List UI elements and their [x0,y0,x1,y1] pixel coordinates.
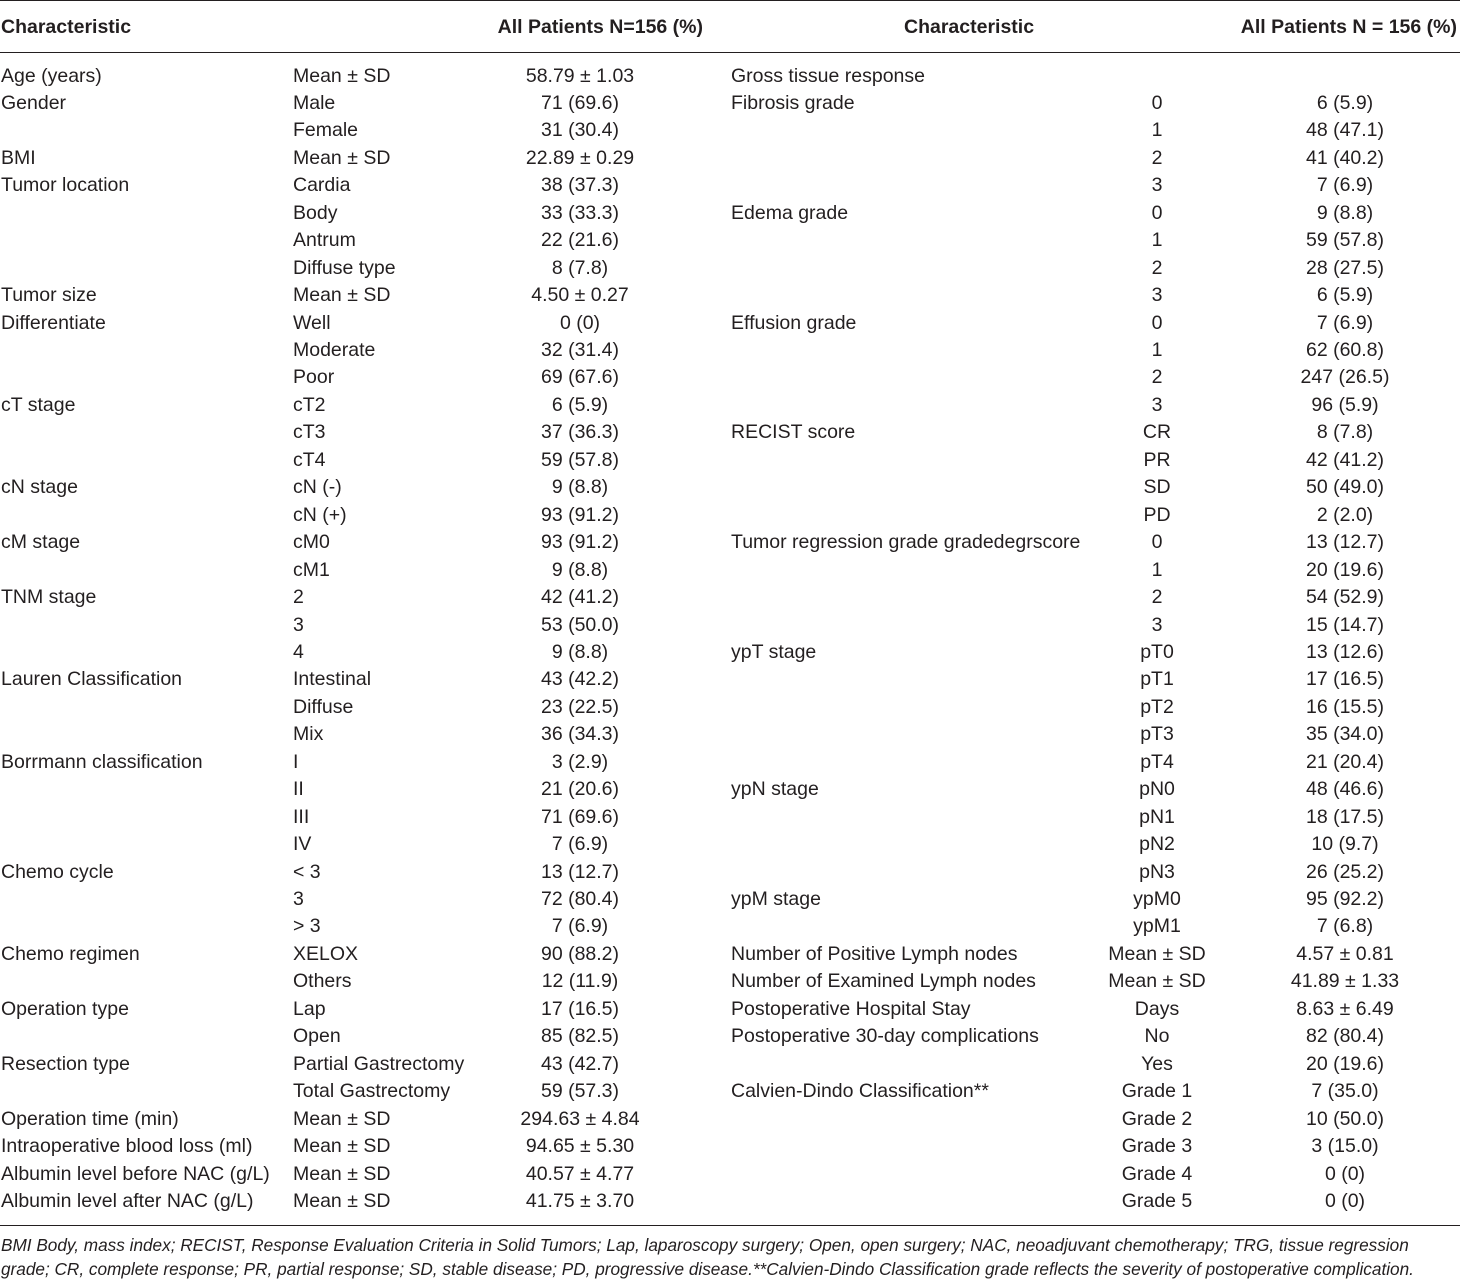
right-characteristic-cell: Edema grade [731,201,849,224]
left-value-cell: 9 (8.8) [551,558,609,581]
right-value-cell: 17 (16.5) [1305,668,1385,691]
right-category-cell: Days [1134,997,1180,1020]
right-characteristic-cell: Calvien-Dindo Classification** [731,1080,989,1103]
left-value-cell: 8 (7.8) [551,256,609,279]
right-category-cell: Mean ± SD [1108,942,1206,965]
left-value-cell: 36 (34.3) [540,723,620,746]
right-characteristic-cell: Number of Positive Lymph nodes [731,942,1018,965]
left-value-cell: 37 (36.3) [540,421,620,444]
left-category-cell: Others [293,970,352,993]
left-value-cell: 43 (42.2) [540,668,620,691]
left-category-cell: cN (+) [293,503,347,526]
right-value-cell: 10 (50.0) [1305,1107,1385,1130]
right-value-cell: 3 (15.0) [1311,1135,1379,1158]
right-category-cell: pT1 [1140,668,1174,691]
left-category-cell: Diffuse [293,695,354,718]
right-category-cell [1077,63,1237,91]
left-characteristic-cell: Chemo regimen [1,942,140,965]
left-category-cell: Mix [293,723,324,746]
right-category-cell: 3 [1151,393,1163,416]
right-category-cell: pT4 [1140,750,1174,773]
right-value-cell: 21 (20.4) [1305,750,1385,773]
right-category-cell: pT2 [1140,695,1174,718]
left-category-cell: Diffuse type [293,256,396,279]
right-value-cell: 0 (0) [1324,1162,1366,1185]
left-value-cell: 0 (0) [559,311,601,334]
left-characteristic-cell: Lauren Classification [1,668,183,691]
left-category-cell: Lap [293,997,326,1020]
header-rule [0,52,1460,53]
table-footnote: BMI Body, mass index; RECIST, Response Evaluation Criteria in Solid Tumors; Lap, laparoscopy surgery; Open, open surgery; NAC, neoadjuvant chemotherapy; TRG, tissue regression grade; CR, complete response; PR, partial response; SD, stable disease; PD, progressive disease.**Calvien-Dindo Classification grade reflects the severity of postoperative complication. [1,1235,1414,1279]
left-category-cell: Open [293,1025,341,1048]
left-value-cell: 53 (50.0) [540,613,620,636]
right-characteristic-cell: Tumor regression grade gradedegrscore [731,531,1081,554]
right-value-cell: 48 (46.6) [1305,778,1385,801]
left-category-cell: III [293,805,310,828]
left-characteristic-cell: Tumor location [1,174,130,197]
table-bottom-rule [0,1225,1460,1226]
right-value-cell [1245,63,1445,91]
left-category-cell: cT4 [293,448,326,471]
right-category-cell: ypM1 [1133,915,1181,938]
left-category-cell: cT2 [293,393,326,416]
right-category-cell: 0 [1151,311,1163,334]
left-characteristic-cell: Operation time (min) [1,1107,179,1130]
left-category-cell: Moderate [293,339,376,361]
right-value-cell: 10 (9.7) [1311,833,1379,856]
left-value-cell: 22.89 ± 0.29 [525,146,635,169]
right-value-cell: 13 (12.7) [1305,531,1385,554]
left-value-cell: 32 (31.4) [540,339,620,361]
right-value-cell: 41.89 ± 1.33 [1290,970,1400,993]
right-category-cell: Grade 1 [1121,1080,1193,1103]
right-characteristic-cell: Postoperative Hospital Stay [731,997,971,1020]
left-characteristic-cell: Differentiate [1,311,106,334]
right-category-cell: 3 [1151,284,1163,307]
left-category-cell: XELOX [293,942,359,965]
left-value-cell: 22 (21.6) [540,229,620,252]
left-value-cell: 13 (12.7) [540,860,620,883]
right-value-cell: 4.57 ± 0.81 [1296,942,1394,965]
left-category-cell: I [293,750,299,773]
left-category-cell: 2 [293,586,304,609]
right-characteristic-header: Characteristic [904,16,1035,38]
right-category-cell: 3 [1151,613,1163,636]
right-characteristic-cell: RECIST score [731,421,856,444]
right-category-cell: pN0 [1139,778,1175,801]
left-category-cell: Total Gastrectomy [293,1080,451,1103]
right-value-cell: 7 (6.9) [1316,311,1374,334]
left-value-cell: 7 (6.9) [551,833,609,856]
left-value-cell: 71 (69.6) [540,805,620,828]
left-value-cell: 12 (11.9) [541,970,619,993]
right-value-cell: 41 (40.2) [1305,146,1385,169]
left-value-cell: 38 (37.3) [540,174,620,197]
right-category-cell: Yes [1141,1052,1173,1075]
right-value-cell: 247 (26.5) [1300,366,1390,389]
left-characteristic-cell: Intraoperative blood loss (ml) [1,1135,253,1158]
right-value-cell: 95 (92.2) [1305,888,1385,910]
right-category-cell: 1 [1151,229,1163,252]
left-characteristic-cell: Tumor size [1,284,97,307]
left-category-cell: cT3 [293,421,326,444]
right-value-cell: 15 (14.7) [1305,613,1385,636]
right-value-cell: 16 (15.5) [1305,695,1385,718]
right-value-cell: 13 (12.6) [1305,640,1385,663]
left-value-cell: 43 (42.7) [540,1052,620,1075]
left-category-cell: Antrum [293,229,356,252]
right-value-cell: 20 (19.6) [1305,1052,1385,1075]
left-value-cell: 294.63 ± 4.84 [520,1107,640,1130]
left-value-cell: 85 (82.5) [540,1025,620,1048]
left-value-cell: 17 (16.5) [540,997,620,1020]
right-category-cell: pN2 [1139,833,1175,856]
right-value-cell: 50 (49.0) [1305,476,1385,499]
right-value-cell: 6 (5.9) [1316,91,1374,114]
left-characteristic-cell: BMI [1,146,36,169]
left-value-cell: 94.65 ± 5.30 [525,1135,635,1158]
right-category-cell: pT0 [1140,640,1174,663]
right-category-cell: 2 [1151,586,1163,609]
left-category-cell: Mean ± SD [293,284,391,307]
right-all-patients-header: All Patients N = 156 (%) [1240,16,1457,38]
left-characteristic-cell: TNM stage [1,586,97,609]
right-category-cell: Grade 4 [1121,1162,1193,1185]
right-category-cell: 0 [1151,91,1163,114]
right-category-cell: 0 [1151,531,1163,554]
left-value-cell: 93 (91.2) [540,531,620,554]
left-value-cell: 33 (33.3) [540,201,620,224]
right-value-cell: 54 (52.9) [1305,586,1385,609]
right-value-cell: 35 (34.0) [1305,723,1385,746]
right-characteristic-cell: Gross tissue response [731,64,926,87]
left-value-cell: 21 (20.6) [540,778,620,801]
left-characteristic-cell: Gender [1,91,67,114]
left-value-cell: 9 (8.8) [551,640,609,663]
right-value-cell: 7 (6.8) [1316,915,1374,938]
left-value-cell: 90 (88.2) [540,942,620,965]
right-characteristic-cell: Postoperative 30-day complications [731,1025,1039,1048]
right-value-cell: 20 (19.6) [1305,558,1385,581]
left-category-cell: 3 [293,888,304,910]
left-value-cell: 71 (69.6) [540,91,620,114]
left-value-cell: 3 (2.9) [551,750,609,773]
left-category-cell: Mean ± SD [293,146,391,169]
left-value-cell: 6 (5.9) [551,393,609,416]
right-category-cell: pT3 [1140,723,1174,746]
right-value-cell: 42 (41.2) [1305,448,1385,471]
right-category-cell: Grade 2 [1121,1107,1193,1130]
left-value-cell: 59 (57.8) [540,448,620,471]
left-characteristic-cell: cT stage [1,393,76,416]
right-characteristic-cell: Effusion grade [731,311,857,334]
right-value-cell: 82 (80.4) [1305,1025,1385,1048]
left-category-cell: Poor [293,366,335,389]
left-category-cell: Female [293,119,359,142]
left-value-cell: 93 (91.2) [540,503,620,526]
left-value-cell: 9 (8.8) [551,476,609,499]
left-category-cell: > 3 [293,915,321,938]
left-category-cell: IV [293,833,312,856]
right-category-cell: 1 [1151,558,1163,581]
right-value-cell: 7 (35.0) [1311,1080,1379,1103]
left-value-cell: 40.57 ± 4.77 [525,1162,635,1185]
left-characteristic-cell: cN stage [1,476,78,499]
right-value-cell: 48 (47.1) [1305,119,1385,142]
left-category-cell: cM1 [293,558,330,581]
right-characteristic-cell: Fibrosis grade [731,91,855,114]
left-category-cell: 4 [293,640,304,663]
right-category-cell: No [1144,1025,1170,1048]
right-characteristic-cell: ypN stage [731,778,819,801]
left-characteristic-header: Characteristic [1,16,132,38]
right-characteristic-cell: ypT stage [731,640,817,663]
left-category-cell: Cardia [293,174,351,197]
right-characteristic-cell: ypM stage [731,888,821,910]
right-category-cell: Mean ± SD [1108,970,1206,993]
left-characteristic-cell: Resection type [1,1052,130,1075]
left-category-cell: Mean ± SD [293,1162,391,1185]
right-category-cell: Grade 3 [1121,1135,1193,1158]
left-category-cell: Mean ± SD [293,64,391,87]
right-category-cell: 2 [1151,366,1163,389]
right-value-cell: 59 (57.8) [1305,229,1385,252]
right-value-cell: 2 (2.0) [1316,503,1374,526]
right-category-cell: 1 [1151,339,1163,361]
left-value-cell: 23 (22.5) [540,695,620,718]
left-value-cell: 7 (6.9) [551,915,609,938]
left-characteristic-cell: Albumin level after NAC (g/L) [1,1189,254,1212]
right-value-cell: 9 (8.8) [1316,201,1374,224]
right-category-cell: PR [1143,448,1171,471]
right-category-cell: 0 [1151,201,1163,224]
left-characteristic-cell: Operation type [1,997,129,1020]
left-category-cell: Intestinal [293,668,372,691]
left-value-cell: 4.50 ± 0.27 [531,284,629,307]
left-category-cell: Partial Gastrectomy [293,1052,465,1075]
right-value-cell: 8 (7.8) [1316,421,1374,444]
left-value-cell: 31 (30.4) [540,119,620,142]
left-characteristic-cell: Chemo cycle [1,860,114,883]
right-value-cell: 6 (5.9) [1316,284,1374,307]
right-category-cell: 2 [1151,256,1163,279]
right-category-cell: pN3 [1139,860,1175,883]
right-value-cell: 28 (27.5) [1305,256,1385,279]
left-category-cell: < 3 [293,860,321,883]
right-category-cell: SD [1143,476,1171,499]
right-category-cell: ypM0 [1133,888,1181,910]
right-value-cell: 62 (60.8) [1305,339,1385,361]
right-category-cell: pN1 [1139,805,1175,828]
right-value-cell: 26 (25.2) [1305,860,1385,883]
right-value-cell: 18 (17.5) [1305,805,1385,828]
right-value-cell: 8.63 ± 6.49 [1296,997,1394,1020]
right-category-cell: 1 [1151,119,1163,142]
left-value-cell: 69 (67.6) [540,366,620,389]
left-all-patients-header: All Patients N=156 (%) [497,16,703,38]
right-value-cell: 7 (6.9) [1316,174,1374,197]
right-value-cell: 0 (0) [1324,1189,1366,1212]
left-category-cell: II [293,778,304,801]
left-characteristic-cell: Borrmann classification [1,750,203,773]
left-category-cell: Male [293,91,336,114]
right-category-cell: 3 [1151,174,1163,197]
left-category-cell: Mean ± SD [293,1107,391,1130]
left-value-cell: 59 (57.3) [540,1080,620,1103]
right-category-cell: 2 [1151,146,1163,169]
right-characteristic-cell: Number of Examined Lymph nodes [731,970,1036,993]
left-characteristic-cell: Age (years) [1,64,102,87]
left-value-cell: 42 (41.2) [540,586,620,609]
left-characteristic-cell: Albumin level before NAC (g/L) [1,1162,270,1185]
right-value-cell: 96 (5.9) [1311,393,1379,416]
left-category-cell: cN (-) [293,476,342,499]
left-category-cell: Body [293,201,338,224]
right-category-cell: CR [1142,421,1172,444]
right-category-cell: Grade 5 [1121,1189,1193,1212]
left-category-cell: Mean ± SD [293,1135,391,1158]
left-value-cell: 72 (80.4) [540,888,620,910]
left-characteristic-cell: cM stage [1,531,81,554]
left-value-cell: 41.75 ± 3.70 [525,1189,635,1212]
left-category-cell: Mean ± SD [293,1189,391,1212]
left-category-cell: cM0 [293,531,330,554]
right-category-cell: PD [1143,503,1171,526]
left-category-cell: Well [293,311,331,334]
left-category-cell: 3 [293,613,304,636]
left-value-cell: 58.79 ± 1.03 [525,64,635,87]
